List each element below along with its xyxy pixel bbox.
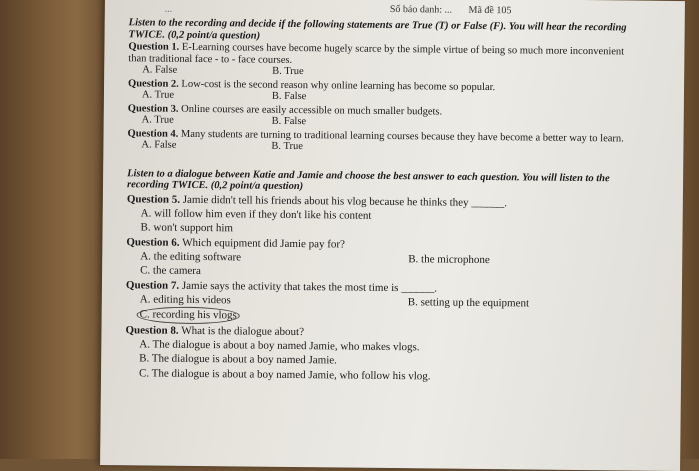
question-7-label: Question 7. <box>125 278 180 292</box>
section2-instruction: Listen to a dialogue between Katie and Jamie and choose the best answer to each question. You will listen to the recording TWICE. (0,2 point/a question) <box>126 167 610 193</box>
exam-paper <box>100 0 685 471</box>
question-8-option-a: A. The dialogue is about a boy named Jamie, who makes vlogs. <box>139 337 420 353</box>
question-5-text: Jamie didn't tell his friends about his vlog because he thinks they ______. <box>182 193 508 209</box>
question-3-label: Question 3. <box>127 102 179 115</box>
question-4-text: Many students are turning to traditional learning courses because they have become a better way to learn. <box>180 128 624 144</box>
header-left-label: ... <box>164 3 173 14</box>
question-8-option-c: C. The dialogue is about a boy named Jamie, who follow his vlog. <box>138 366 431 382</box>
sbd-label: Số báo danh: <box>389 3 443 16</box>
question-3-text: Online courses are easily accessible on much smaller budgets. <box>181 103 443 118</box>
question-2-text: Low-cost is the second reason why online learning has become so popular. <box>181 78 496 93</box>
exam-code: Mã đề 105 <box>468 4 512 17</box>
question-4-label: Question 4. <box>127 127 179 140</box>
question-6-label: Question 6. <box>126 235 180 249</box>
question-8-option-b: B. The dialogue is about a boy named Jamie. <box>139 352 338 367</box>
question-5-option-b: B. won't support him <box>140 221 234 235</box>
header-right <box>390 4 512 16</box>
question-1-text: E-Learning courses have become hugely scarce by the simple virtue of being so much more inconvenient than traditional face - to - face courses. <box>128 41 625 66</box>
question-2-label: Question 2. <box>128 77 179 90</box>
question-3-option-b: B. False <box>271 115 307 128</box>
question-3-option-a: A. True <box>141 114 174 126</box>
question-6-option-b: B. the microphone <box>408 252 490 266</box>
question-5-label: Question 5. <box>126 192 181 206</box>
question-6-option-a: A. the editing software <box>140 249 242 263</box>
question-7-text: Jamie says the activity that takes the most time is ______. <box>181 279 438 294</box>
wood-background-left <box>0 0 110 459</box>
question-1-option-a: A. False <box>142 64 178 76</box>
question-2-option-a: A. True <box>141 89 175 101</box>
question-1-label: Question 1. <box>128 41 180 53</box>
question-6-text: Which equipment did Jamie pay for? <box>182 236 346 251</box>
question-6-option-c: C. the camera <box>140 264 201 278</box>
question-1-option-b: B. True <box>272 65 304 78</box>
section1-instruction: Listen to the recording and decide if the following statements are True (T) or False (F). You will hear the recording TWICE. (0,2 point/a question) <box>128 17 627 42</box>
question-8-label: Question 8. <box>125 323 179 337</box>
question-7-option-b: B. setting up the equipment <box>407 295 530 309</box>
question-4-option-a: A. False <box>141 139 177 151</box>
question-2-option-b: B. False <box>271 90 307 103</box>
question-4-option-b: B. True <box>271 140 303 153</box>
question-7-option-a: A. editing his videos <box>139 292 231 306</box>
sbd-value: ... <box>444 4 453 16</box>
question-8-text: What is the dialogue about? <box>181 324 305 338</box>
section2 <box>125 168 627 386</box>
question-5-option-a: A. will follow him even if they don't like his content <box>140 206 372 222</box>
exam-content <box>125 17 629 385</box>
header-name-line <box>165 4 182 14</box>
answer-circle-mark: C. recording his vlogs <box>137 306 240 324</box>
